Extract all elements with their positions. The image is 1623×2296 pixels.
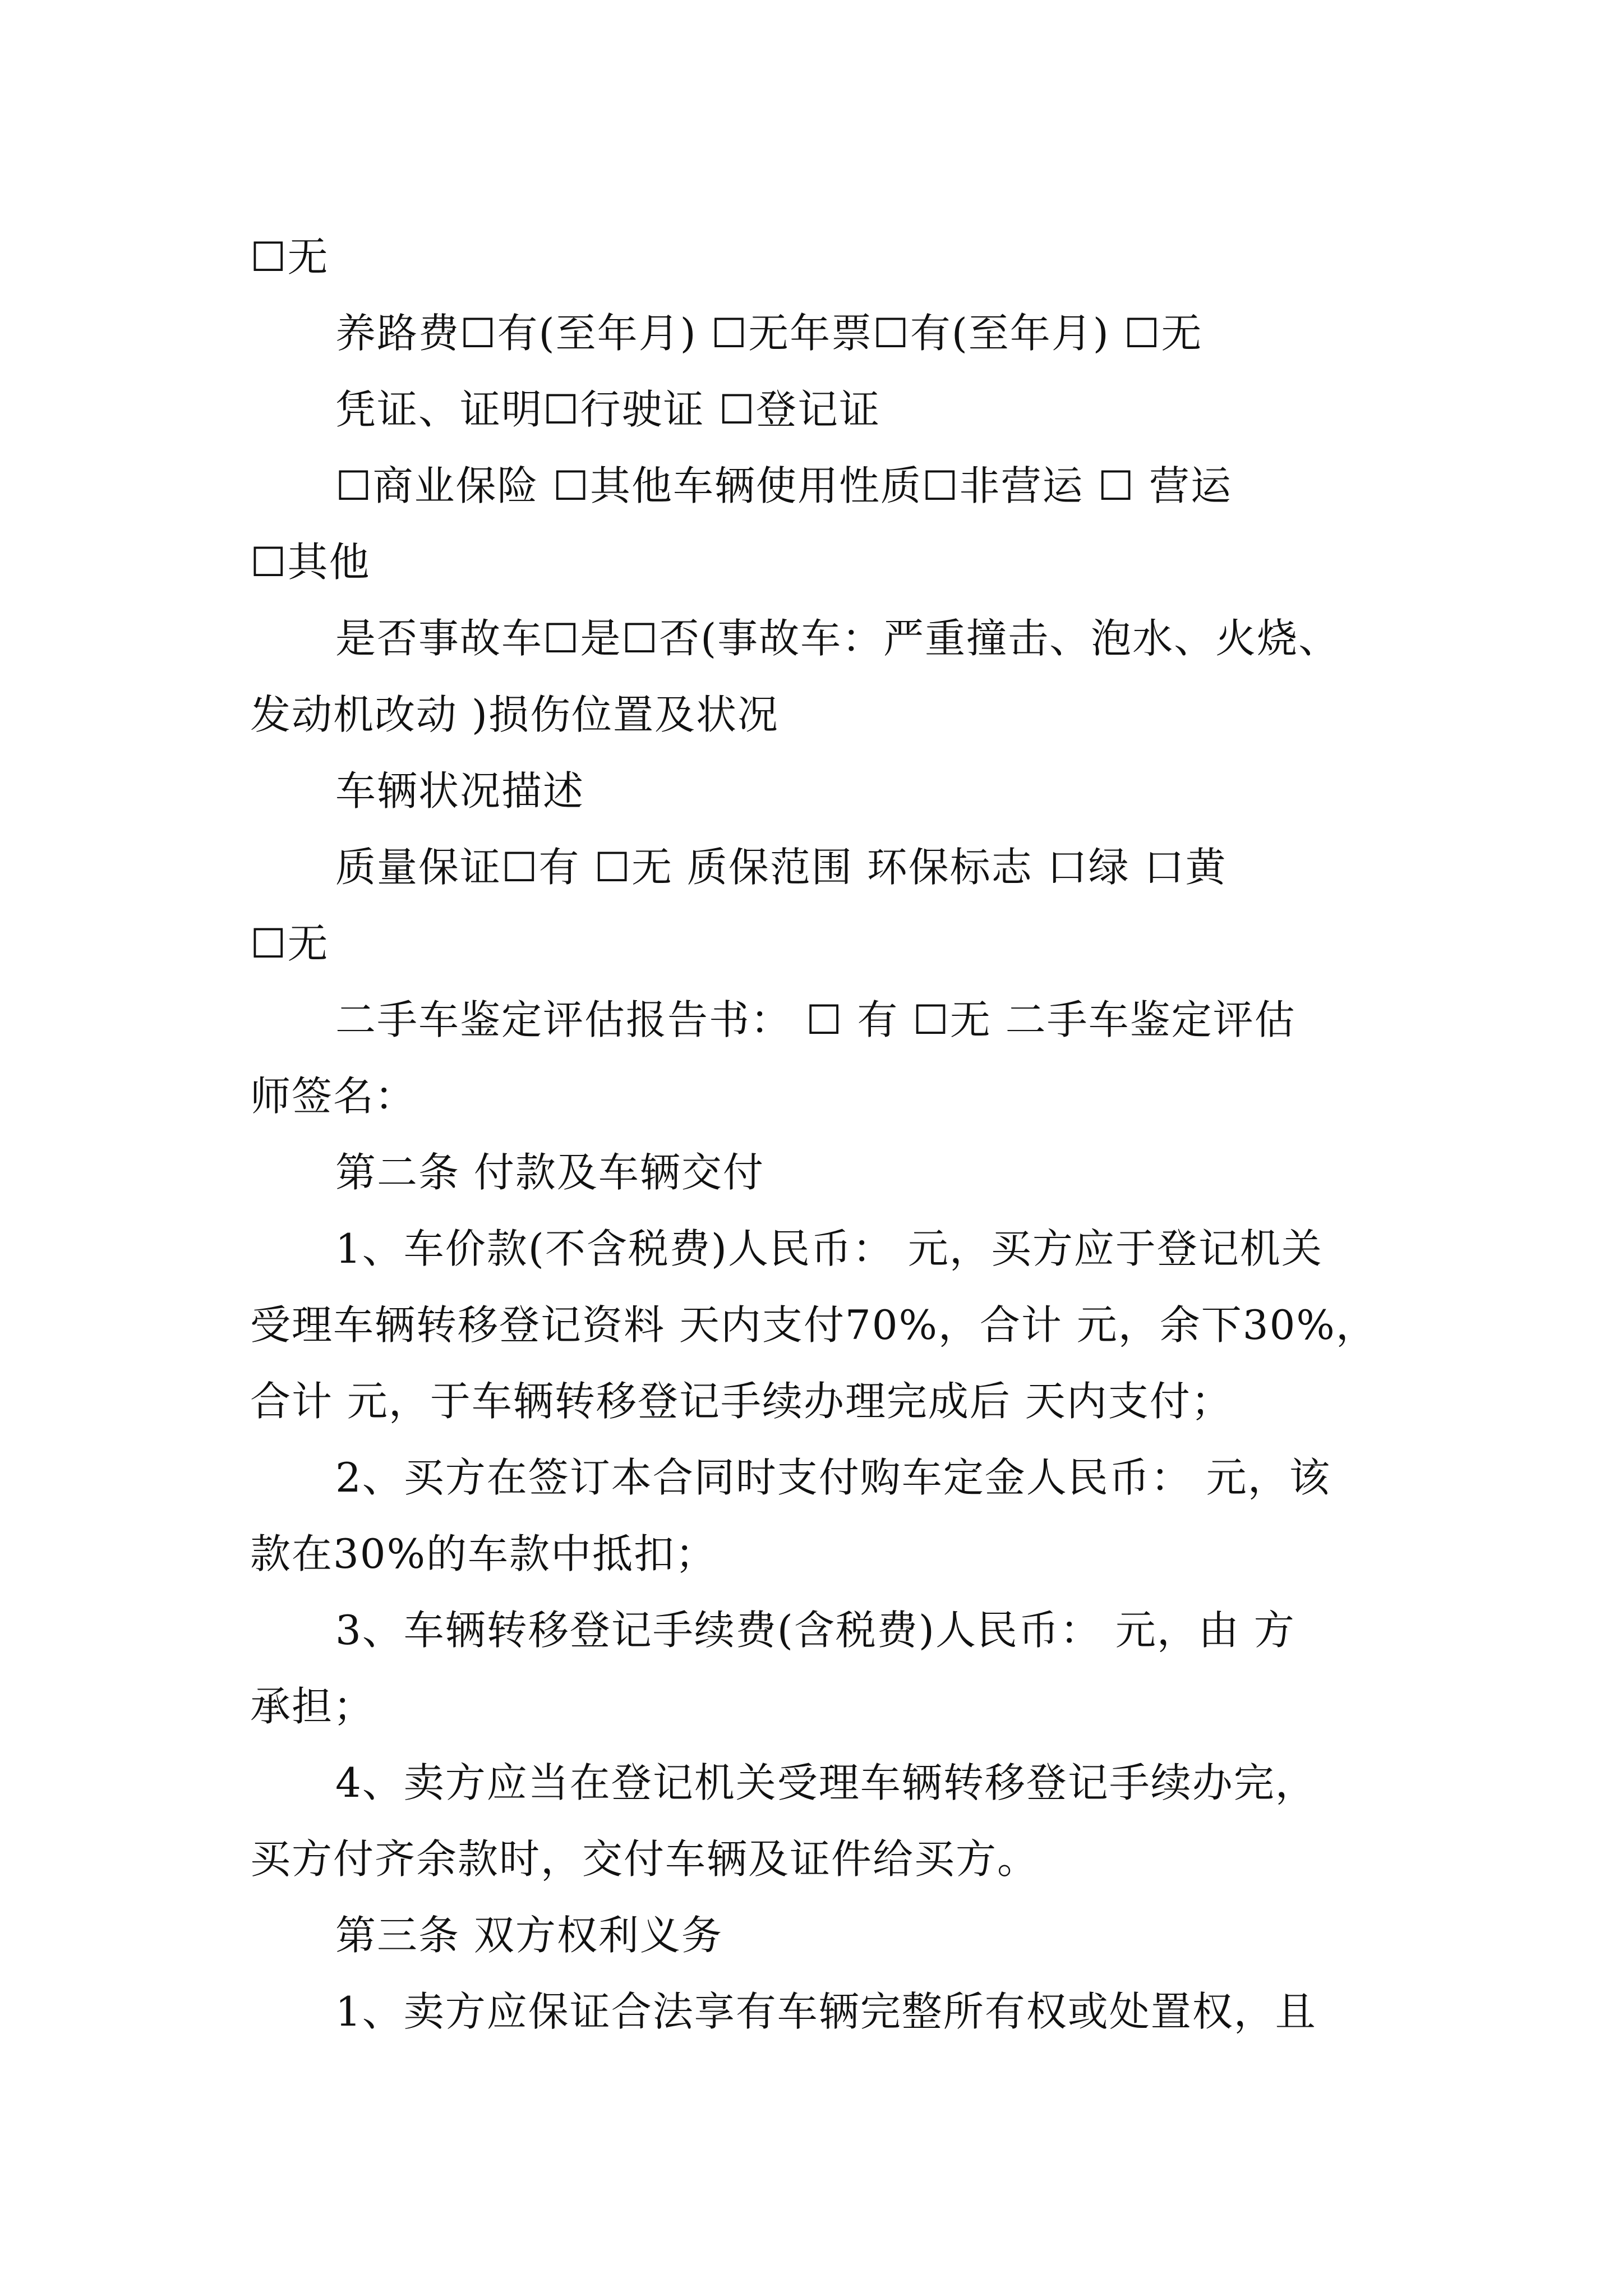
text-line: 承担； — [250, 1683, 375, 1730]
text-line: 二手车鉴定评估报告书： ☐ 有 ☐无 二手车鉴定评估 — [335, 996, 1296, 1043]
text-line: ☐其他 — [250, 539, 371, 586]
text-line: 3、车辆转移登记手续费(含税费)人民币： 元，由 方 — [335, 1607, 1295, 1654]
text-line: 款在30%的车款中抵扣； — [250, 1530, 717, 1577]
text-line: 凭证、证明☐行驶证 ☐登记证 — [335, 386, 880, 433]
text-line: 买方付齐余款时，交付车辆及证件给买方。 — [250, 1835, 1039, 1883]
text-line: 1、卖方应保证合法享有车辆完整所有权或处置权，且 — [335, 1988, 1317, 2035]
text-line: 2、买方在签订本合同时支付购车定金人民币： 元，该 — [335, 1454, 1331, 1501]
text-line: 发动机改动 )损伤位置及状况 — [250, 691, 779, 738]
text-line: 质量保证☐有 ☐无 质保范围 环保标志 口绿 口黄 — [335, 844, 1227, 891]
text-line: 是否事故车☐是☐否(事故车：严重撞击、泡水、火烧、 — [335, 615, 1340, 662]
text-line: 养路费☐有(至年月) ☐无年票☐有(至年月) ☐无 — [335, 310, 1203, 357]
text-line: 车辆状况描述 — [335, 767, 585, 815]
text-line: 师签名： — [250, 1073, 417, 1120]
section-heading: 第二条 付款及车辆交付 — [335, 1149, 764, 1196]
text-line: 合计 元，于车辆转移登记手续办理完成后 天内支付； — [250, 1378, 1233, 1425]
section-heading: 第三条 双方权利义务 — [335, 1912, 723, 1959]
text-line: ☐无 — [250, 920, 329, 967]
contract-body — [250, 219, 1383, 2050]
text-line: 4、卖方应当在登记机关受理车辆转移登记手续办完， — [335, 1759, 1317, 1806]
text-line: 1、车价款(不含税费)人民币： 元，买方应于登记机关 — [335, 1225, 1323, 1272]
text-line: ☐无 — [250, 233, 329, 280]
text-line: 受理车辆转移登记资料 天内支付70%，合计 元，余下30%， — [250, 1301, 1377, 1349]
text-line: ☐商业保险 ☐其他车辆使用性质☐非营运 ☐ 营运 — [335, 462, 1232, 509]
